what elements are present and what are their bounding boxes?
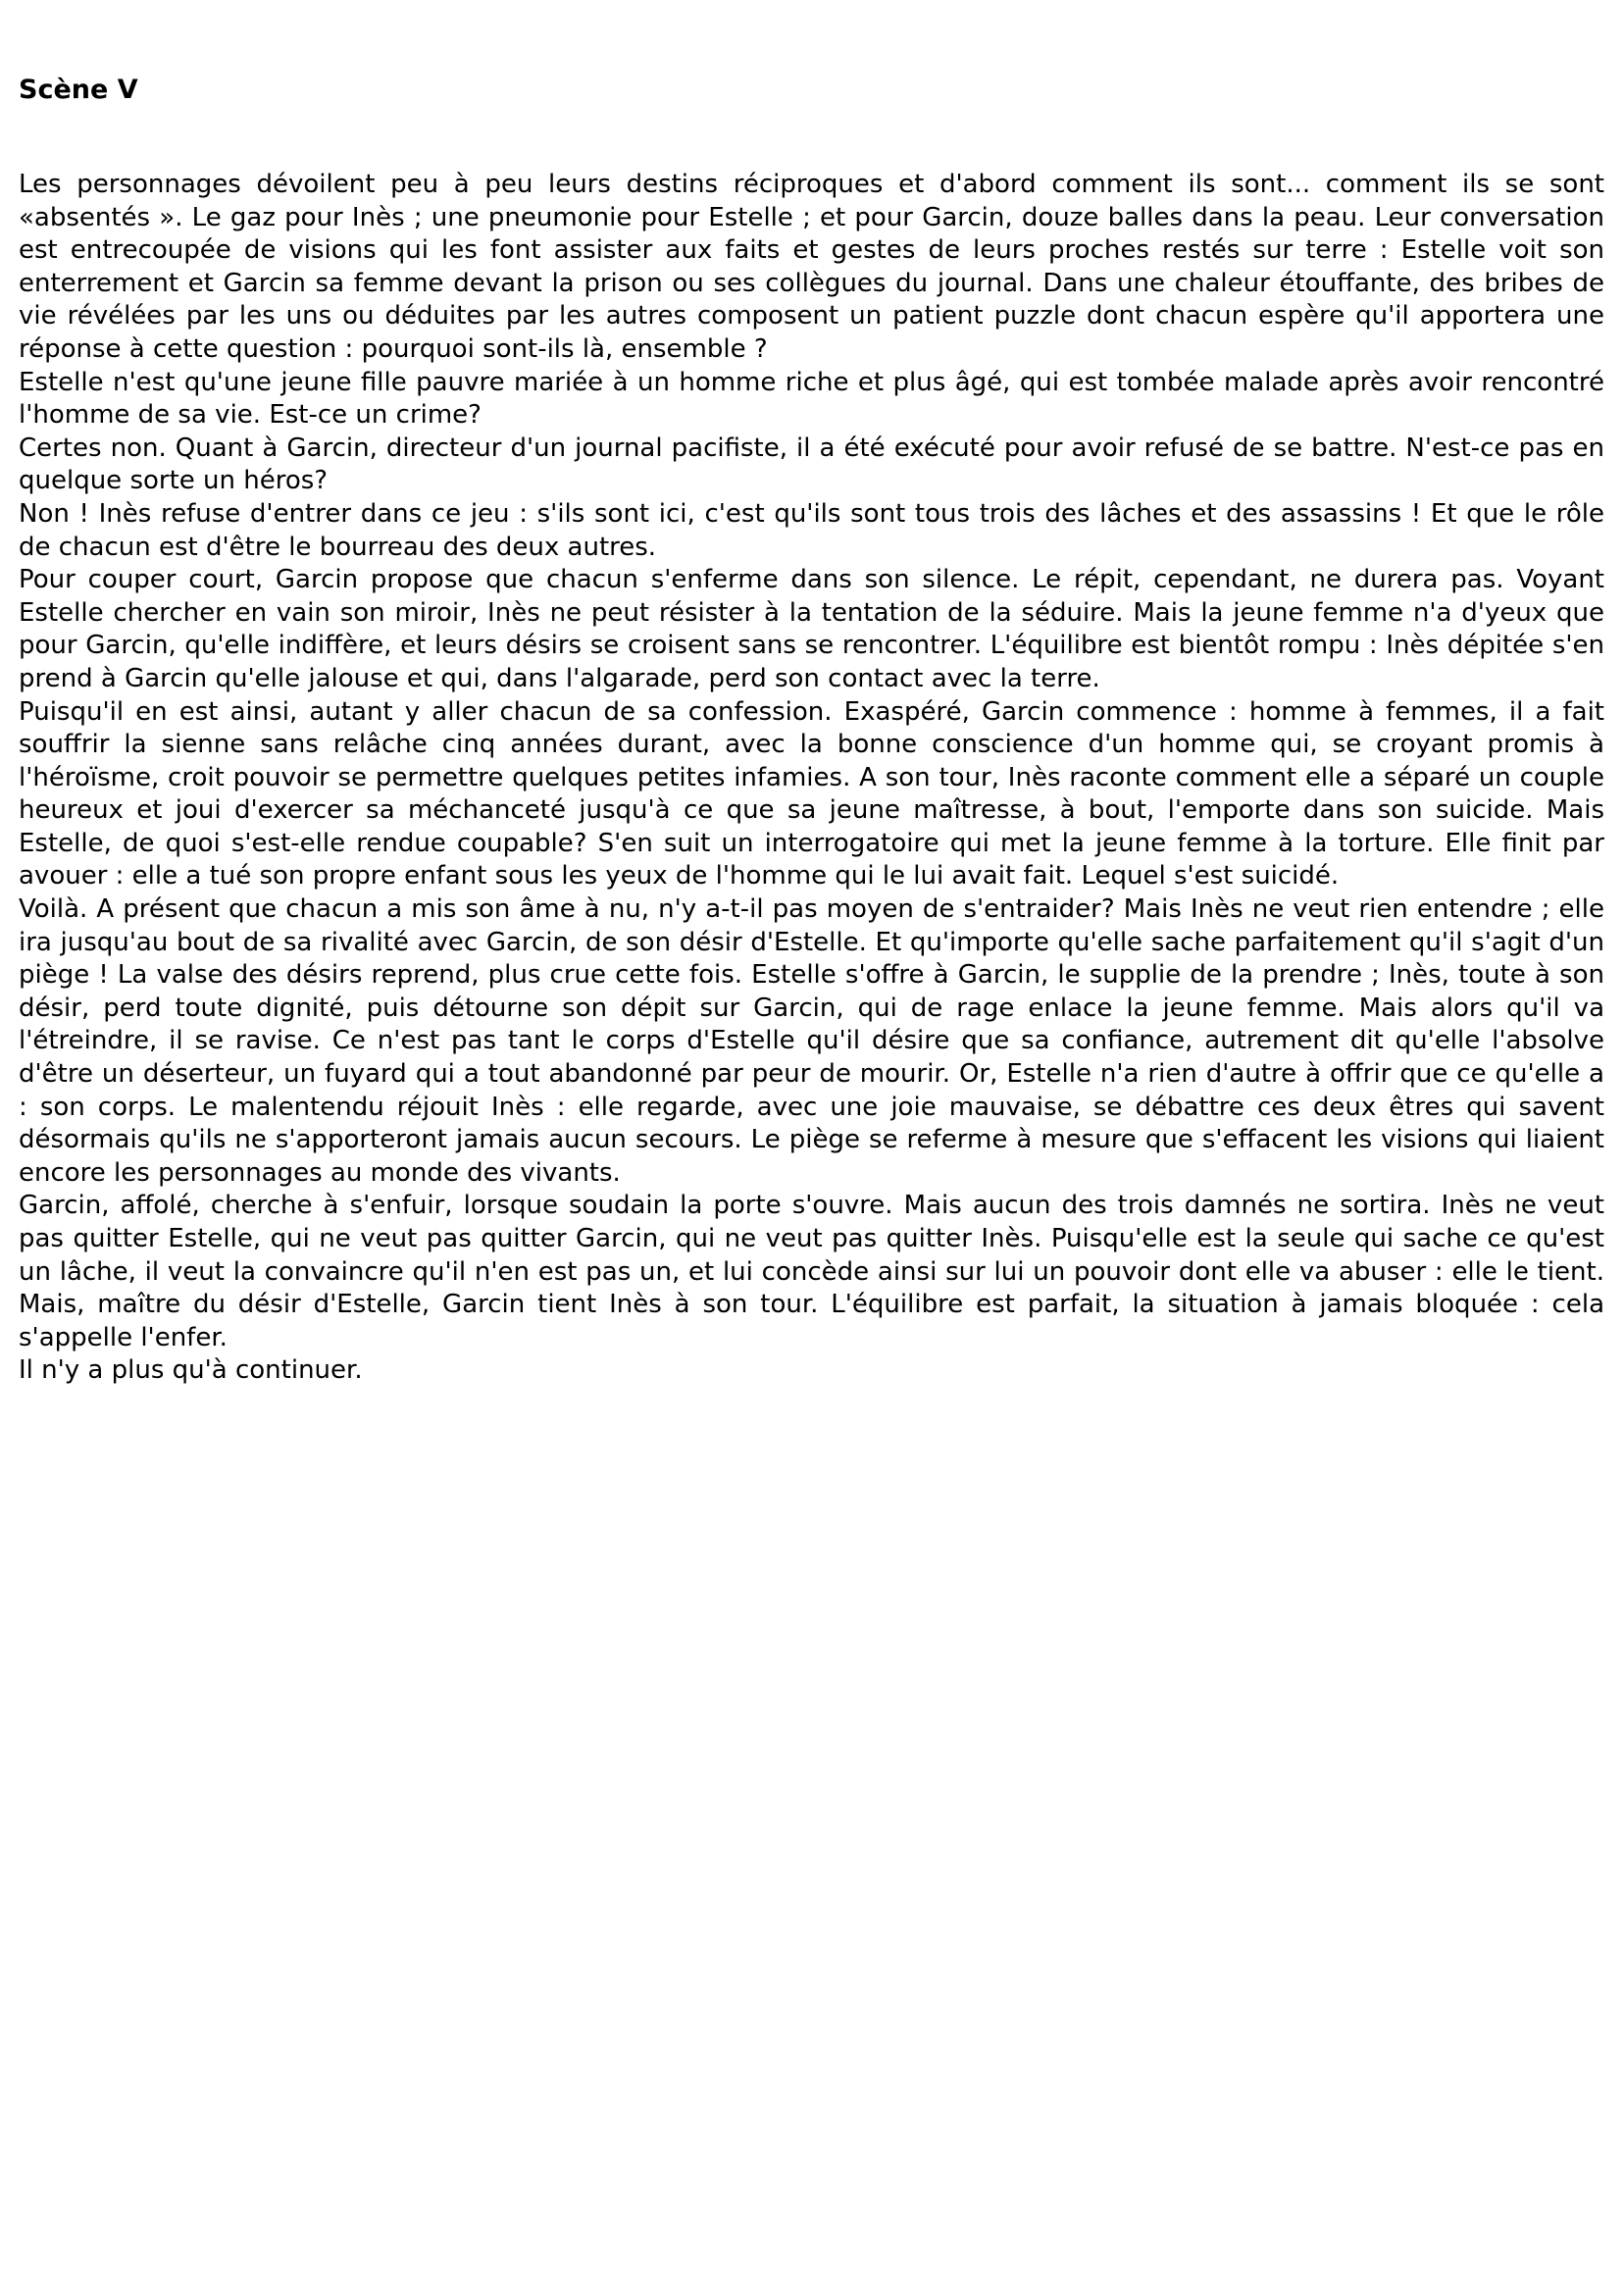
paragraph-estelle: Estelle n'est qu'une jeune fille pauvre mariée à un homme riche et plus âgé, qui est tombée malade après avoir rencontré l'homme de sa vie. Est-ce un crime? (19, 367, 1604, 431)
paragraph-destins: Les personnages dévoilent peu à peu leurs destins réciproques et d'abord comment ils sont... comment ils se sont «absentés ». Le gaz pour Inès ; une pneumonie pour Estelle ; et pour Garcin, douze balles dans la peau. Leur conversation est entrecoupée de visions qui les font assister aux faits et gestes de leurs proches restés sur terre : Estelle voit son enterrement et Garcin sa femme devant la prison ou ses collègues du journal. Dans une chaleur étouffante, des bribes de vie révélées par les uns ou déduites par les autres composent un patient puzzle dont chacun espère qu'il apportera une réponse à cette question : pourquoi sont-ils là, ensemble ? (19, 170, 1604, 364)
paragraph-silence: Pour couper court, Garcin propose que chacun s'enferme dans son silence. Le répit, cependant, ne durera pas. Voyant Estelle chercher en vain son miroir, Inès ne peut résister à la tentation de la séduire. Mais la jeune femme n'a d'yeux que pour Garcin, qu'elle indiffère, et leurs désirs se croisent sans se rencontrer. L'équilibre est bientôt rompu : Inès dépitée s'en prend à Garcin qu'elle jalouse et qui, dans l'algarade, perd son contact avec la terre. (19, 565, 1604, 693)
document-body (19, 169, 1604, 1388)
scene-title: Scène V (19, 75, 138, 105)
paragraph-enfer: Garcin, affolé, cherche à s'enfuir, lorsque soudain la porte s'ouvre. Mais aucun des trois damnés ne sortira. Inès ne veut pas quitter Estelle, qui ne veut pas quitter Garcin, qui ne veut pas quitter Inès. Puisqu'elle est la seule qui sache ce qu'est un lâche, il veut la convaincre qu'il n'en est pas un, et lui concède ainsi sur lui un pouvoir dont elle va abuser : elle le tient. Mais, maître du désir d'Estelle, Garcin tient Inès à son tour. L'équilibre est parfait, la situation à jamais bloquée : cela s'appelle l'enfer. (19, 1191, 1604, 1352)
paragraph-voila: Voilà. A présent que chacun a mis son âme à nu, n'y a-t-il pas moyen de s'entraider? Mais Inès ne veut rien entendre ; elle ira jusqu'au bout de sa rivalité avec Garcin, de son désir d'Estelle. Et qu'importe qu'elle sache parfaitement qu'il s'agit d'un piège ! La valse des désirs reprend, plus crue cette fois. Estelle s'offre à Garcin, le supplie de la prendre ; Inès, toute à son désir, perd toute dignité, puis détourne son dépit sur Garcin, qui de rage enlace la jeune femme. Mais alors qu'il va l'étreindre, il se ravise. Ce n'est pas tant le corps d'Estelle qu'il désire que sa confiance, autrement dit qu'elle l'absolve d'être un déserteur, un fuyard qui a tout abandonné par peur de mourir. Or, Estelle n'a rien d'autre à offrir que ce qu'elle a : son corps. Le malentendu réjouit Inès : elle regarde, avec une joie mauvaise, se débattre ces deux êtres qui savent désormais qu'ils ne s'apporteront jamais aucun secours. Le piège se referme à mesure que s'effacent les visions qui liaient encore les personnages au monde des vivants. (19, 894, 1604, 1188)
paragraph-garcin: Certes non. Quant à Garcin, directeur d'un journal pacifiste, il a été exécuté pour avoir refusé de se battre. N'est-ce pas en quelque sorte un héros? (19, 433, 1604, 496)
paragraph-continuer: Il n'y a plus qu'à continuer. (19, 1355, 363, 1386)
paragraph-ines: Non ! Inès refuse d'entrer dans ce jeu : s'ils sont ici, c'est qu'ils sont tous trois des lâches et des assassins ! Et que le rôle de chacun est d'être le bourreau des deux autres. (19, 498, 1604, 562)
paragraph-confession: Puisqu'il en est ainsi, autant y aller chacun de sa confession. Exaspéré, Garcin commence : homme à femmes, il a fait souffrir la sienne sans relâche cinq années durant, avec la bonne conscience d'un homme qui, se croyant promis à l'héroïsme, croit pouvoir se permettre quelques petites infamies. A son tour, Inès raconte comment elle a séparé un couple heureux et joui d'exercer sa méchanceté jusqu'à ce que sa jeune maîtresse, à bout, l'emporte dans son suicide. Mais Estelle, de quoi s'est-elle rendue coupable? S'en suit un interrogatoire qui met la jeune femme à la torture. Elle finit par avouer : elle a tué son propre enfant sous les yeux de l'homme qui le lui avait fait. Lequel s'est suicidé. (19, 696, 1604, 892)
